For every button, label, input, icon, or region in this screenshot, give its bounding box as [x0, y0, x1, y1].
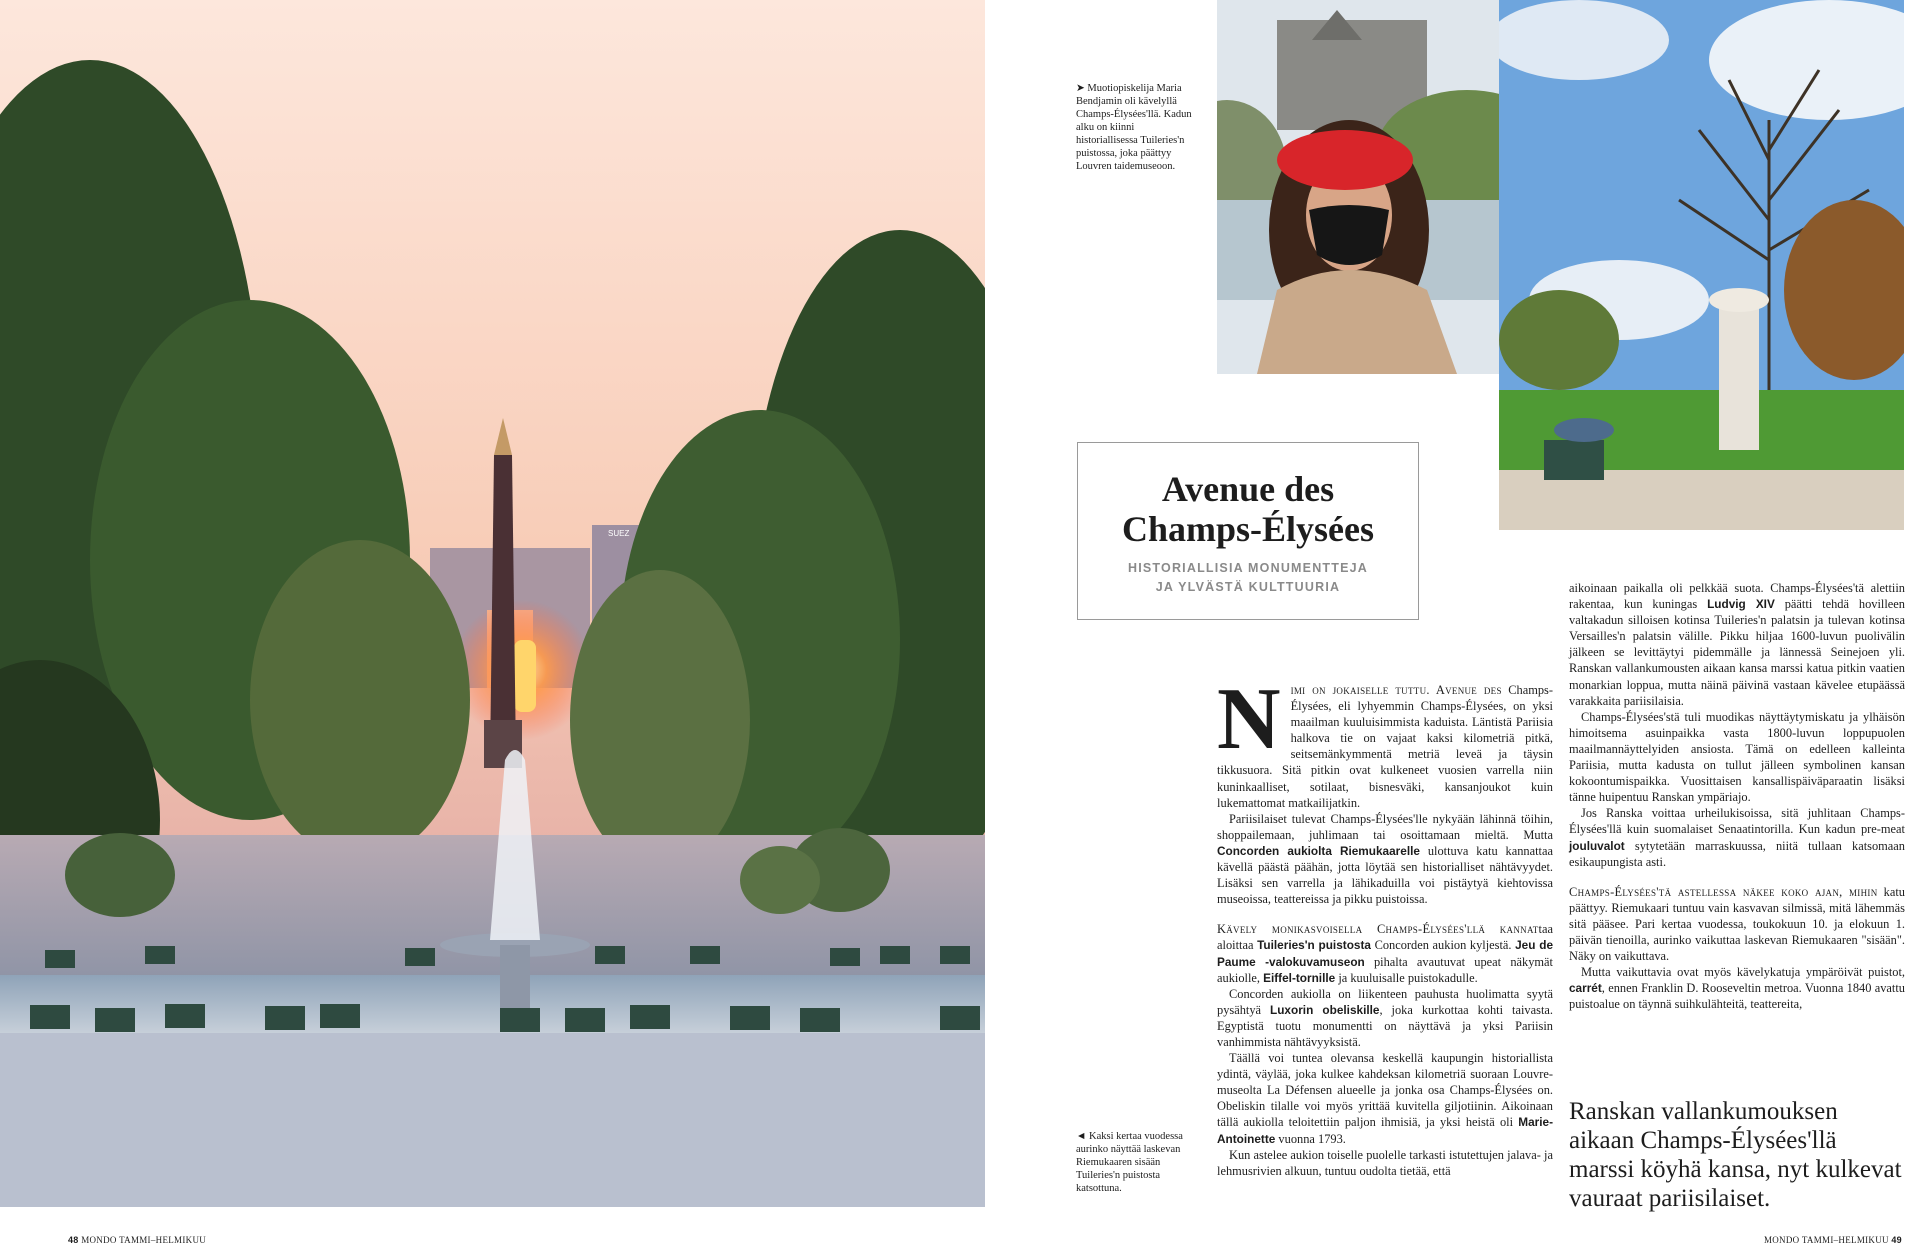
paragraph: Champs-Élysées'stä tuli muodikas näyttäytymiskatu ja ylhäisön himoitsema asuinpaikka vasta 1800-luvun loppupuolen maailmannäyttelyiden ansiosta. Tämä on edelleen kalleinta Pariisia, mutta kadusta on tullut jälleen symbolinen kansan kokoontumispaikka. Vuosittaisen kansallispäiväparaatin lisäksi tänne huipentuu Ranskan ympäriajo. [1569, 709, 1905, 805]
face-mask [1309, 205, 1389, 265]
magazine-issue-right: MONDO TAMMI–HELMIKUU [1763, 1235, 1889, 1245]
paragraph: Täällä voi tuntea olevansa keskellä kaupungin historiallista ydintä, väylää, joka kulkee kahdeksan kilometriä suoraan Louvre-museolta La Défensen alueelle ja jonka osa Champs-Élysées on. Obeliskin tilalle voi myös yrittää kuvitella giljotiinin. Aikoinaan tällä aukiolla teloitettiin paljon ihmisiä, ja yksi heistä oli Marie-Antoinette vuonna 1793. [1217, 1051, 1553, 1146]
paragraph-section: Kävely monikasvoisella Champs-Élysées'llä kannattaa aloittaa Tuileries'n puistosta Concorden aukion kyljestä. Jeu de Paume -valokuvamuseon pihalta avautuvat upeat näkymät aukiolle, Eiffel-tornille ja kuuluisalle puistokadulle. [1217, 922, 1554, 985]
paragraph-section: Champs-Élysées'tä astellessa näkee koko ajan, mihin katu päättyy. Riemukaari tuntuu vain kasvavan silmissä, mitä lähemmäs sitä pääsee. Pari kertaa vuodessa, toukokuun 10. ja elokuun 1. päivän tienoilla, aurinko vaikuttaa laskevan Riemukaaren "sisään". Näky on vaikuttava. [1569, 884, 1905, 964]
foreground-gravel [0, 1033, 985, 1207]
paragraph: Mutta vaikuttavia ovat myös kävelykatuja ympäröivät puistot, carrét, ennen Franklin D. Rooseveltin metroa. Vuonna 1840 avattu puistoalue on täynnä suihkulähteitä, teattereita, [1569, 965, 1905, 1012]
stone-urn [1719, 300, 1759, 450]
building-sign: SUEZ [608, 529, 630, 538]
body-column-1 [1217, 671, 1554, 1179]
title-line-2: Champs-Élysées [1121, 509, 1375, 549]
paragraph: Concorden aukiolla on liikenteen pauhusta huolimatta syytä pysähtyä Luxorin obeliskille, joka kurkottaa kohti taivasta. Egyptistä tuotu monumentti on näyttävä ja yksi Pariisin vanhimmista nähtävyyksistä. [1217, 986, 1553, 1049]
paragraph: Kun astelee aukion toiselle puolelle tarkasti istutettujen jalava- ja lehmusrivien alkuun, tuntuu oudolta tietää, että [1217, 1147, 1553, 1178]
paragraph: Jos Ranska voittaa urheilukisoissa, sitä juhlitaan Champs-Élysées'llä kuin suomalaiset Senaatintorilla. Kun kadun pre-meat jouluvalot sytytetään marraskuussa, niitä tullaan katsomaan esikaupungista asti. [1569, 806, 1905, 869]
title-line-1: Avenue des [1161, 469, 1335, 509]
red-beret [1277, 130, 1413, 190]
paragraph-intro: Nimi on jokaiselle tuttu. Avenue des Champs-Élysées, eli lyhyemmin Champs-Élysées, on yksi maailman kuuluisimmista kaduista. Läntistä Pariisia halkova tie on vajaat kaksi kilometriä pitkä, seitsemänkymmentä metriä leveä ja täysin tikkusuora. Sitä pitkin ovat kulkeneet vuosien varrella niin kuninkaalliset, sotilaat, bisnesväki, kansanjoukot kuin lukemattomat matkailijatkin. [1217, 671, 1553, 810]
photo-caption-top: ➤ Muotiopiskelija Maria Bendjamin oli kävelyllä Champs-Élysées'llä. Kadun alku on kiinni historiallisessa Tuileries'n puistossa, joka päättyy Louvren taidemuseoon. [1076, 83, 1192, 172]
pull-quote: Ranskan vallankumouksen aikaan Champs-Élysées'llä marssi köyhä kansa, nyt kulkevat vauraat pariisilaiset. [1569, 1098, 1902, 1212]
fountain-stem [500, 945, 530, 1015]
page-number-right: 49 [1891, 1235, 1902, 1245]
obelisk [490, 455, 516, 760]
body-column-2 [1569, 580, 1905, 1012]
drop-cap: N [1217, 671, 1281, 768]
paragraph: aikoinaan paikalla oli pelkkää suota. Champs-Élysées'tä alettiin rakentaa, kun kuningas Ludvig XIV päätti tehdä hovilleen valtakadun silloisen kotinsa Tuileries'n palatsin ja tulevan kotinsa Versailles'n palatsin välille. Pikku hiljaa 1600-luvun puolivälin jälkeen se levittäytyi pidemmälle ja lännessä Seinejoen yli. Ranskan vallankumousten aikaan kansa marssi katua pitkin vaatien monarkian loppua, mutta näinä päivinä vastaan kävelee etupäässä varakkaita pariisilaisia. [1569, 581, 1905, 708]
article-subtitle: HISTORIALLISIA MONUMENTTEJA JA YLVÄSTÄ KULTTUURIA [1127, 561, 1369, 594]
article-title [1078, 469, 1418, 549]
photo-student-portrait [1217, 0, 1499, 374]
photo-tuileries-sunset [0, 0, 985, 1207]
paragraph: Pariisilaiset tulevat Champs-Élysées'lle nykyään lähinnä töihin, shoppailemaan, juhlimaan tai osoittamaan mieltä. Mutta Concorden aukiolta Riemukaarelle ulottuva katu kannattaa kävellä päästä päähän, jotta löytää sen historialliset nähtävyydet. Lisäksi sen varrella ja lähikaduilla voi pistäytyä kiehtovissa museoissa, teattereissa ja pikku puistoissa. [1217, 811, 1553, 907]
photo-tuileries-park [1499, 0, 1904, 530]
photo-caption-bottom: ◄ Kaksi kertaa vuodessa aurinko näyttää laskevan Riemukaaren sisään Tuileries'n puistosta katsottuna. [1076, 1131, 1183, 1194]
magazine-issue-left: MONDO TAMMI–HELMIKUU [81, 1235, 207, 1245]
page-number-left: 48 [68, 1235, 79, 1245]
title-box [1077, 442, 1419, 620]
sun-core [514, 640, 536, 712]
